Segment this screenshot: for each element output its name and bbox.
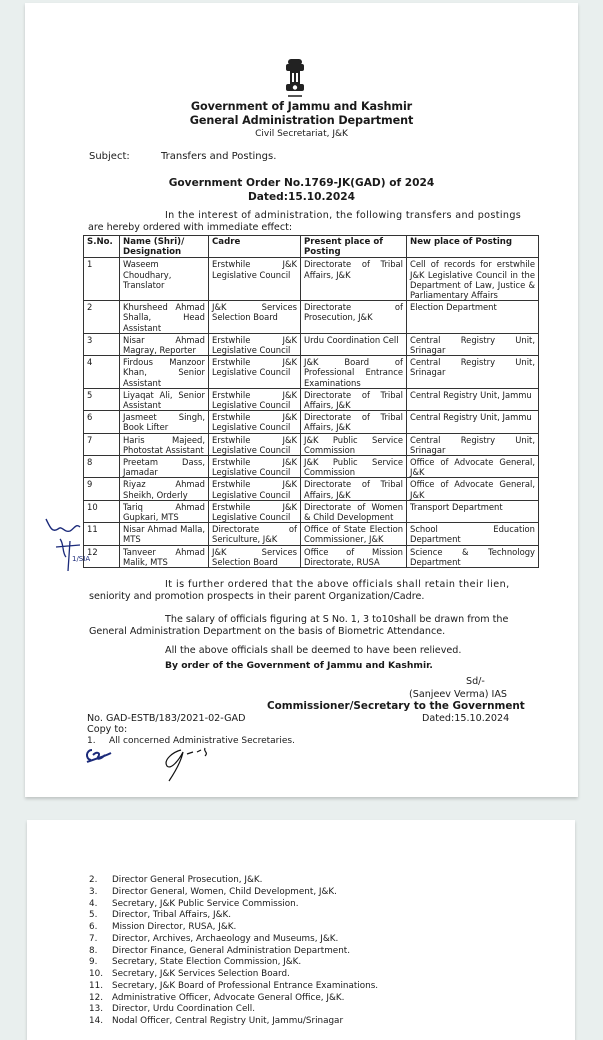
by-order-line: By order of the Government of Jammu and Kashmir. <box>165 660 433 671</box>
cell-name: Jasmeet Singh, Book Lifter <box>120 411 209 433</box>
copy-item-text: Secretary, State Election Commission, J&K. <box>112 957 302 968</box>
copy-list-item <box>89 946 378 958</box>
copy-item-number: 1. <box>87 736 96 746</box>
cell-cadre: Erstwhile J&K Legislative Council <box>209 500 301 522</box>
subject-line <box>89 151 276 162</box>
cell-name: Haris Majeed, Photostat Assistant <box>120 433 209 455</box>
cell-cadre: J&K Services Selection Board <box>209 545 301 567</box>
table-row <box>84 333 539 355</box>
copy-item-number: 10. <box>89 969 103 979</box>
cell-cadre: Directorate of Sericulture, J&K <box>209 523 301 545</box>
signer-name: (Sanjeev Verma) IAS <box>409 689 507 700</box>
cell-cadre: J&K Services Selection Board <box>209 301 301 334</box>
column-header-name: Name (Shri)/ Designation <box>120 236 209 258</box>
copy-item-number: 11. <box>89 980 103 991</box>
order-date: Dated:15.10.2024 <box>247 191 356 203</box>
cell-sno: 5 <box>84 388 120 410</box>
document-page-1 <box>25 3 578 797</box>
cell-present-posting: Directorate of Tribal Affairs, J&K <box>301 411 407 433</box>
cell-new-posting: School Education Department <box>407 523 539 545</box>
cell-cadre: Erstwhile J&K Legislative Council <box>209 433 301 455</box>
cell-name: Nisar Ahmad Malla, MTS <box>120 523 209 545</box>
cell-cadre: Erstwhile J&K Legislative Council <box>209 456 301 478</box>
cell-present-posting: Office of State Election Commissioner, J&K <box>301 523 407 545</box>
copy-list-item <box>89 899 378 911</box>
intro-paragraph-line-1: In the interest of administration, the following transfers and postings <box>165 210 522 221</box>
cell-new-posting: Cell of records for erstwhile J&K Legislative Council in the Department of Law, Justice & Parliamentary Affairs <box>407 258 539 301</box>
cell-new-posting: Office of Advocate General, J&K <box>407 478 539 500</box>
cell-new-posting: Election Department <box>407 301 539 334</box>
cell-new-posting: Transport Department <box>407 500 539 522</box>
transfers-table <box>83 235 539 568</box>
cell-sno: 3 <box>84 333 120 355</box>
cell-cadre: Erstwhile J&K Legislative Council <box>209 258 301 301</box>
copy-list-item <box>89 957 378 969</box>
cell-present-posting: Directorate of Prosecution, J&K <box>301 301 407 334</box>
copy-list-item <box>89 981 378 993</box>
copy-item-text: Nodal Officer, Central Registry Unit, Jammu/Srinagar <box>112 1016 344 1026</box>
cell-new-posting: Office of Advocate General, J&K <box>407 456 539 478</box>
copy-item-number: 4. <box>89 898 98 909</box>
relieved-paragraph: All the above officials shall be deemed to have been relieved. <box>165 645 462 656</box>
cell-name: Tariq Ahmad Gupkari, MTS <box>120 500 209 522</box>
table-row <box>84 411 539 433</box>
cell-present-posting: Office of Mission Directorate, RUSA <box>301 545 407 567</box>
cell-sno: 10 <box>84 500 120 522</box>
copy-to-list <box>89 875 378 1028</box>
cell-present-posting: Urdu Coordination Cell <box>301 333 407 355</box>
signature-date: Dated:15.10.2024 <box>422 713 510 724</box>
document-page-2 <box>27 820 575 1040</box>
cell-present-posting: J&K Board of Professional Entrance Examinations <box>301 356 407 389</box>
copy-item-number: 9. <box>89 957 98 968</box>
salary-paragraph-line-2: General Administration Department on the basis of Biometric Attendance. <box>89 626 446 637</box>
copy-list-item <box>89 934 378 946</box>
margin-signature-icon <box>40 513 90 575</box>
national-emblem-icon <box>280 57 310 101</box>
copy-item-number: 6. <box>89 922 98 932</box>
lien-paragraph-line-2: seniority and promotion prospects in their parent Organization/Cadre. <box>89 591 425 602</box>
copy-item-text: Administrative Officer, Advocate General Office, J&K. <box>112 992 345 1003</box>
copy-list-item <box>89 922 378 934</box>
cell-sno: 1 <box>84 258 120 301</box>
cell-name: Nisar Ahmad Magray, Reporter <box>120 333 209 355</box>
copy-item-number: 2. <box>89 875 98 885</box>
column-header-present-posting: Present place of Posting <box>301 236 407 258</box>
column-header-sno: S.No. <box>84 236 120 258</box>
copy-item-text: Mission Director, RUSA, J&K. <box>112 922 237 932</box>
copy-item-text: Director, Tribal Affairs, J&K. <box>112 910 232 921</box>
table-row <box>84 478 539 500</box>
subject-text: Transfers and Postings. <box>161 151 277 162</box>
cell-sno: 2 <box>84 301 120 334</box>
table-row <box>84 356 539 389</box>
copy-item-text: Secretary, J&K Public Service Commission. <box>112 898 299 909</box>
copy-item-text: Director General Prosecution, J&K. <box>112 875 263 885</box>
table-row <box>84 456 539 478</box>
cell-name: Tanveer Ahmad Malik, MTS <box>120 545 209 567</box>
table-row <box>84 388 539 410</box>
copy-item-text: Director, Archives, Archaeology and Museums, J&K. <box>112 933 339 944</box>
cell-new-posting: Central Registry Unit, Srinagar <box>407 356 539 389</box>
subject-label: Subject: <box>89 151 130 162</box>
copy-item-number: 12. <box>89 992 103 1003</box>
copy-item-number: 7. <box>89 933 98 944</box>
office-location: Civil Secretariat, J&K <box>255 129 348 139</box>
cell-name: Waseem Choudhary, Translator <box>120 258 209 301</box>
svg-text:1/SIA: 1/SIA <box>72 555 90 563</box>
department-name: General Administration Department <box>189 114 414 127</box>
signed-mark: Sd/- <box>466 676 485 687</box>
cell-present-posting: Directorate of Tribal Affairs, J&K <box>301 388 407 410</box>
copy-list-item <box>87 736 295 746</box>
table-row <box>84 258 539 301</box>
intro-paragraph-line-2: are hereby ordered with immediate effect: <box>88 222 293 233</box>
table-header-row <box>84 236 539 258</box>
cell-present-posting: J&K Public Service Commission <box>301 433 407 455</box>
salary-paragraph-line-1: The salary of officials figuring at S No. 1, 3 to10shall be drawn from the <box>165 614 509 625</box>
table-row <box>84 500 539 522</box>
column-header-new-posting: New place of Posting <box>407 236 539 258</box>
cell-present-posting: J&K Public Service Commission <box>301 456 407 478</box>
table-row <box>84 301 539 334</box>
cell-sno: 6 <box>84 411 120 433</box>
signer-title: Commissioner/Secretary to the Government <box>267 700 525 712</box>
copy-list-item <box>89 993 378 1005</box>
copy-item-number: 5. <box>89 910 98 921</box>
cell-cadre: Erstwhile J&K Legislative Council <box>209 356 301 389</box>
cell-new-posting: Central Registry Unit, Jammu <box>407 388 539 410</box>
handwritten-signature-icon <box>159 746 219 782</box>
cell-new-posting: Science & Technology Department <box>407 545 539 567</box>
copy-list-item <box>89 887 378 899</box>
cell-sno: 12 <box>84 545 120 567</box>
cell-name: Liyaqat Ali, Senior Assistant <box>120 388 209 410</box>
cell-name: Preetam Dass, Jamadar <box>120 456 209 478</box>
government-name: Government of Jammu and Kashmir <box>190 100 413 113</box>
copy-item-text: Director General, Women, Child Development, J&K. <box>112 886 337 897</box>
table-row <box>84 523 539 545</box>
cell-sno: 11 <box>84 523 120 545</box>
copy-item-text: Director, Urdu Coordination Cell. <box>112 1004 256 1015</box>
cell-sno: 9 <box>84 478 120 500</box>
cell-cadre: Erstwhile J&K Legislative Council <box>209 411 301 433</box>
reference-number: No. GAD-ESTB/183/2021-02-GAD <box>87 713 246 724</box>
cell-cadre: Erstwhile J&K Legislative Council <box>209 478 301 500</box>
copy-list-item <box>89 875 378 887</box>
initials-signature-icon <box>83 747 113 765</box>
cell-sno: 8 <box>84 456 120 478</box>
copy-to-label: Copy to: <box>87 724 128 735</box>
cell-name: Riyaz Ahmad Sheikh, Orderly <box>120 478 209 500</box>
table-row <box>84 545 539 567</box>
copy-list-item <box>89 1004 378 1016</box>
cell-new-posting: Central Registry Unit, Jammu <box>407 411 539 433</box>
table-row <box>84 433 539 455</box>
cell-present-posting: Directorate of Tribal Affairs, J&K <box>301 258 407 301</box>
copy-item-number: 8. <box>89 945 98 956</box>
copy-list-item <box>89 1016 378 1028</box>
copy-item-number: 13. <box>89 1004 103 1015</box>
cell-new-posting: Central Registry Unit, Srinagar <box>407 433 539 455</box>
cell-sno: 7 <box>84 433 120 455</box>
copy-item-number: 14. <box>89 1016 103 1026</box>
copy-item-text: Secretary, J&K Board of Professional Entrance Examinations. <box>112 980 379 991</box>
copy-list-item <box>89 910 378 922</box>
cell-name: Khursheed Ahmad Shalla, Head Assistant <box>120 301 209 334</box>
cell-sno: 4 <box>84 356 120 389</box>
copy-item-text: Director Finance, General Administration Department. <box>112 945 351 956</box>
cell-cadre: Erstwhile J&K Legislative Council <box>209 388 301 410</box>
copy-item-text: Secretary, J&K Services Selection Board. <box>112 969 290 979</box>
cell-present-posting: Directorate of Tribal Affairs, J&K <box>301 478 407 500</box>
order-title: Government Order No.1769-JK(GAD) of 2024 <box>168 177 435 189</box>
copy-item-number: 3. <box>89 886 98 897</box>
lien-paragraph-line-1: It is further ordered that the above officials shall retain their lien, <box>165 579 510 590</box>
cell-present-posting: Directorate of Women & Child Development <box>301 500 407 522</box>
cell-cadre: Erstwhile J&K Legislative Council <box>209 333 301 355</box>
copy-item-text: All concerned Administrative Secretaries. <box>109 736 295 746</box>
column-header-cadre: Cadre <box>209 236 301 258</box>
cell-new-posting: Central Registry Unit, Srinagar <box>407 333 539 355</box>
cell-name: Firdous Manzoor Khan, Senior Assistant <box>120 356 209 389</box>
copy-list-item <box>89 969 378 981</box>
